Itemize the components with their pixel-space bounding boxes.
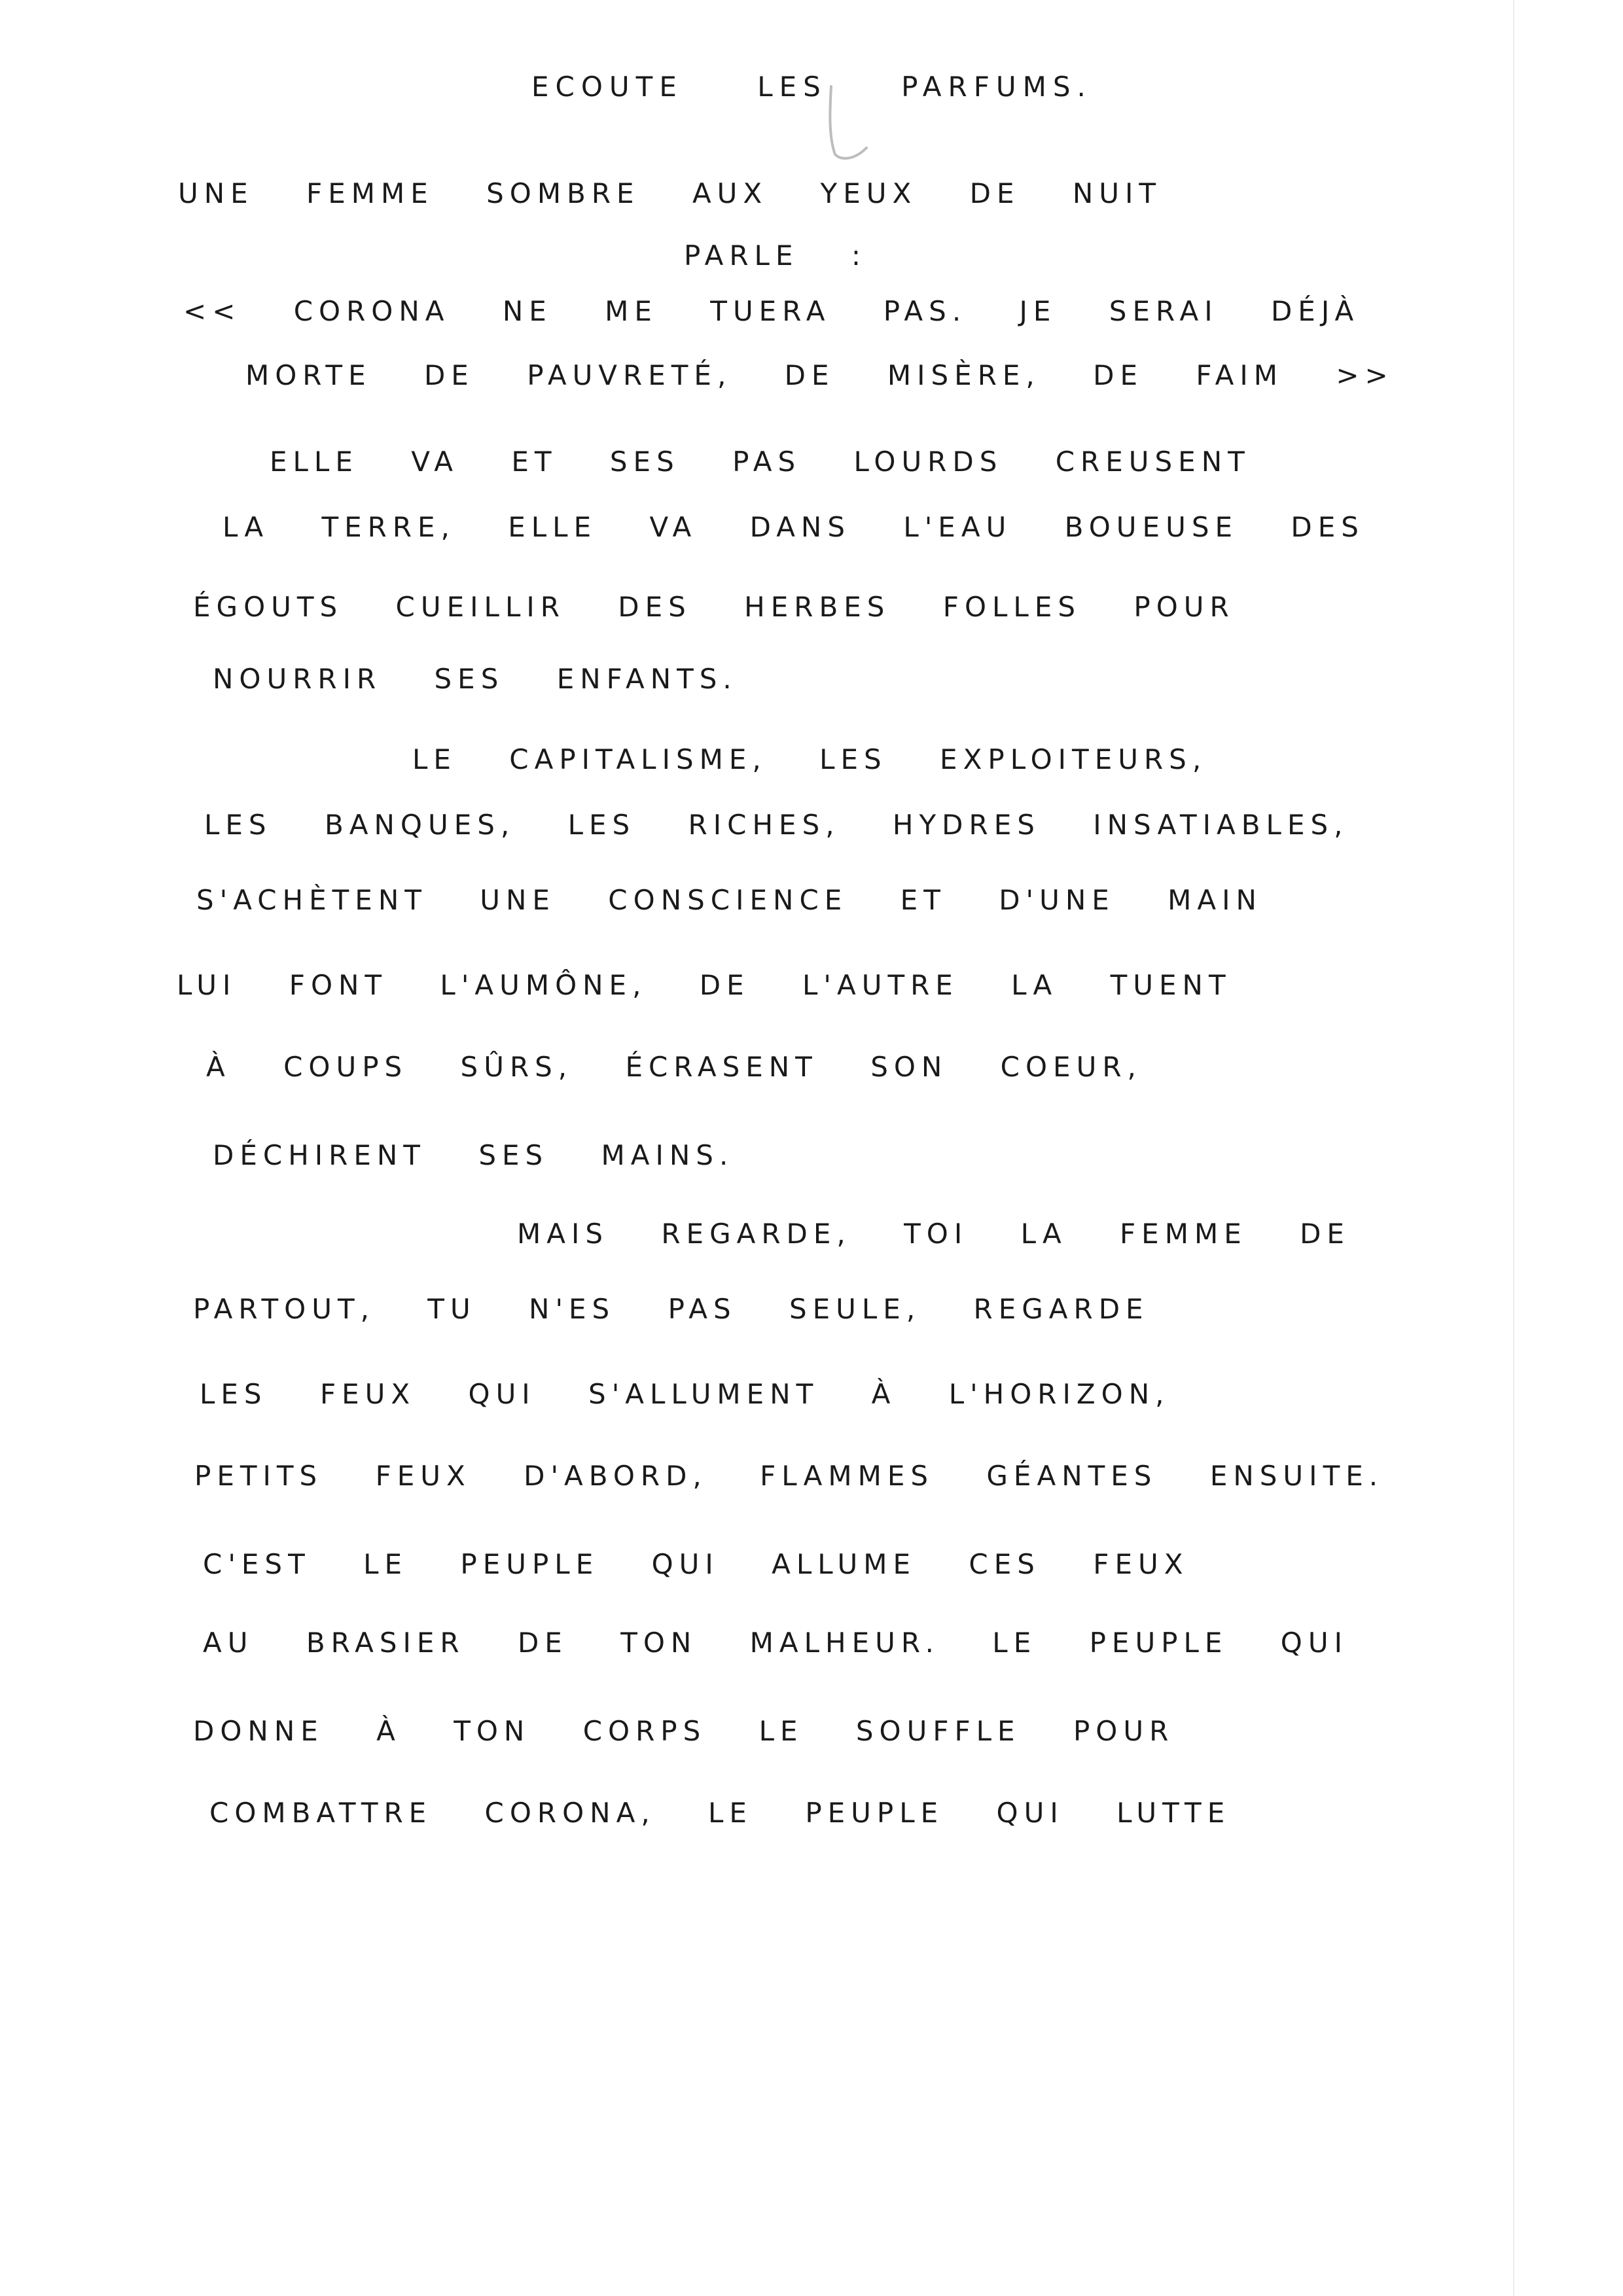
poem-line-10: LES BANQUES, LES RICHES, HYDRES INSATIABLES,: [204, 809, 1349, 841]
poem-line-18: PETITS FEUX D'ABORD, FLAMMES GÉANTES ENSUITE.: [194, 1460, 1384, 1492]
poem-line-12: LUI FONT L'AUMÔNE, DE L'AUTRE LA TUENT: [177, 969, 1232, 1001]
poem-line-7: ÉGOUTS CUEILLIR DES HERBES FOLLES POUR: [193, 591, 1235, 623]
poem-line-17: LES FEUX QUI S'ALLUMENT À L'HORIZON,: [200, 1378, 1170, 1410]
poem-title: ECOUTE LES PARFUMS.: [531, 71, 1092, 103]
poem-line-6: LA TERRE, ELLE VA DANS L'EAU BOUEUSE DES: [223, 511, 1364, 543]
poem-line-20: AU BRASIER DE TON MALHEUR. LE PEUPLE QUI: [203, 1627, 1348, 1659]
poem-line-1: UNE FEMME SOMBRE AUX YEUX DE NUIT: [178, 177, 1162, 209]
poem-line-11: S'ACHÈTENT UNE CONSCIENCE ET D'UNE MAIN: [196, 884, 1262, 916]
poem-line-14: DÉCHIRENT SES MAINS.: [213, 1139, 734, 1171]
poem-line-2: PARLE :: [684, 239, 866, 272]
poem-line-8: NOURRIR SES ENFANTS.: [213, 663, 738, 695]
poem-line-13: À COUPS SÛRS, ÉCRASENT SON COEUR,: [206, 1051, 1142, 1083]
poem-line-16: PARTOUT, TU N'ES PAS SEULE, REGARDE: [193, 1293, 1149, 1325]
poem-line-21: DONNE À TON CORPS LE SOUFFLE POUR: [193, 1715, 1175, 1747]
poem-line-4: MORTE DE PAUVRETÉ, DE MISÈRE, DE FAIM >>: [245, 359, 1394, 391]
poem-line-9: LE CAPITALISME, LES EXPLOITEURS,: [412, 743, 1207, 775]
poem-line-15: MAIS REGARDE, TOI LA FEMME DE: [517, 1218, 1350, 1250]
poem-line-3: << CORONA NE ME TUERA PAS. JE SERAI DÉJÀ: [183, 295, 1360, 327]
poem-line-5: ELLE VA ET SES PAS LOURDS CREUSENT: [270, 446, 1251, 478]
poem-line-19: C'EST LE PEUPLE QUI ALLUME CES FEUX: [203, 1548, 1189, 1580]
poem-line-22: COMBATTRE CORONA, LE PEUPLE QUI LUTTE: [209, 1797, 1231, 1829]
title-pen-stroke: [826, 84, 872, 162]
